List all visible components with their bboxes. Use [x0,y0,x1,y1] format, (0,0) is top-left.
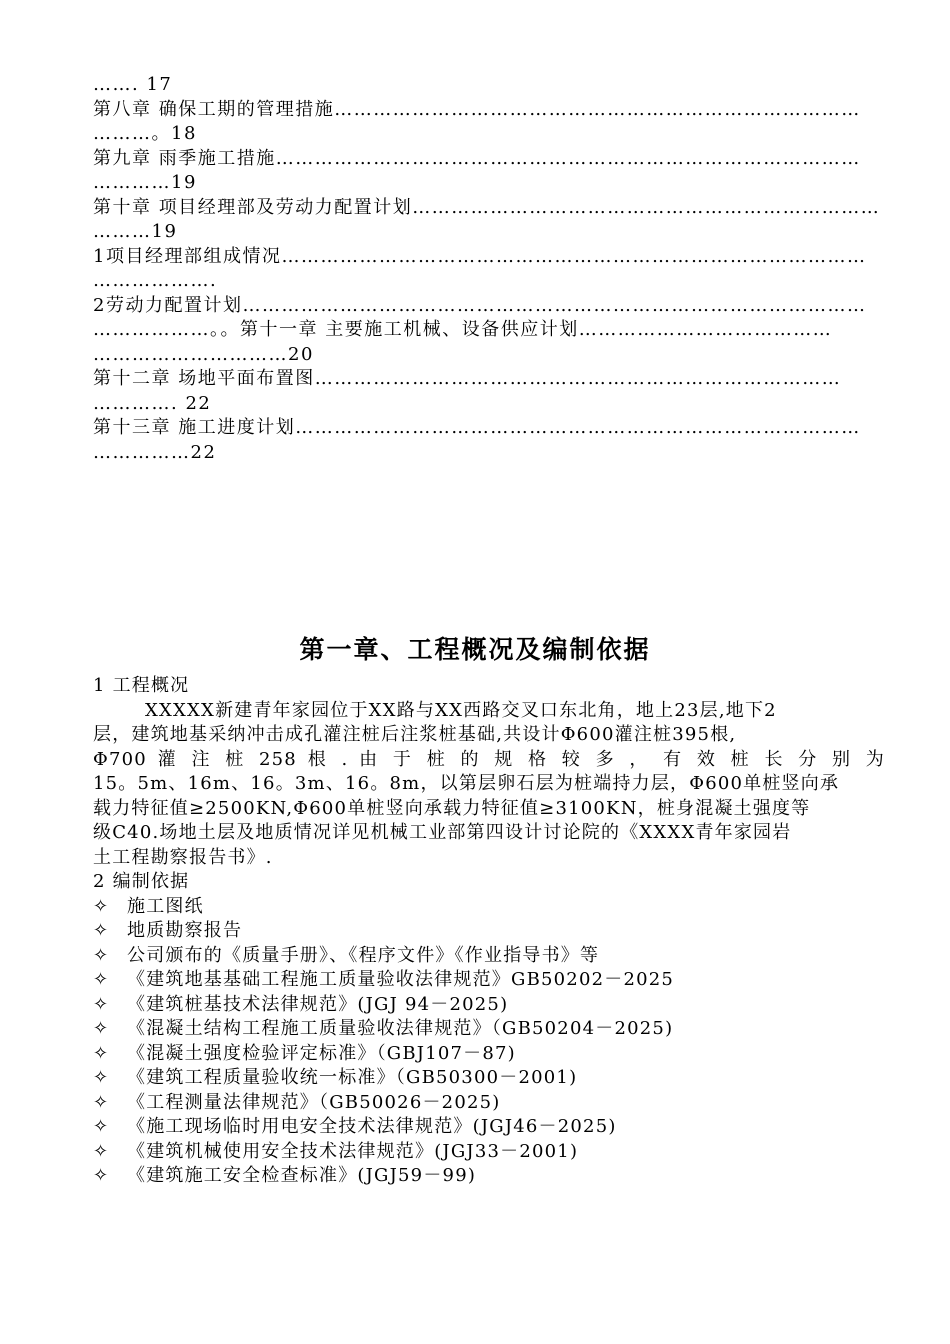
diamond-bullet-icon: ✧ [93,920,110,941]
list-item [93,944,885,969]
list-item [93,993,885,1018]
paragraph-line: Φ700 灌 注 桩 258 根 . 由 于 桩 的 规 格 较 多 ， 有 效 桩 长 分 别 为 [93,748,885,770]
list-item [93,1164,885,1189]
overview-paragraph [93,699,885,871]
list-item-text: 《施工现场临时用电安全技术法律规范》(JGJ46－2025) [127,1116,617,1137]
list-item-text: 《建筑工程质量验收统一标准》（GB50300－2001) [127,1067,578,1088]
diamond-bullet-icon: ✧ [93,1091,110,1113]
table-of-contents [93,73,883,465]
diamond-bullet-icon: ✧ [93,1042,110,1064]
toc-line: 1项目经理部组成情况……………………………………………………………………………… [93,245,867,267]
list-item [93,1017,885,1042]
basis-list [93,895,885,1189]
list-item-text: 《建筑机械使用安全技术法律规范》(JGJ33－2001) [127,1140,579,1162]
list-item-text: 《混凝土强度检验评定标准》（GBJ107－87) [127,1042,516,1064]
section-heading-overview: 1 工程概况 [93,675,190,696]
toc-line: 第八章 确保工期的管理措施……………………………………………………………………… [93,98,861,120]
list-item-text: 地质勘察报告 [127,920,243,941]
list-item-text: 《混凝土结构工程施工质量验收法律规范》（GB50204－2025) [127,1018,674,1039]
toc-line: …………………………20 [93,343,314,365]
list-item [93,968,885,993]
toc-line: ………19 [93,221,178,242]
toc-line: ………。18 [93,123,197,144]
chapter-title: 第一章、工程概况及编制依据 [299,635,651,664]
list-item-text: 公司颁布的《质量手册》、《程序文件》《作业指导书》等 [127,944,600,966]
list-item-text: 《建筑地基基础工程施工质量验收法律规范》GB50202－2025 [127,969,675,990]
chapter-body [93,674,885,1189]
diamond-bullet-icon: ✧ [93,1140,110,1162]
paragraph-line: 土工程勘察报告书》. [93,846,273,868]
toc-line: …………19 [93,172,197,193]
paragraph-line: 级C40.场地土层及地质情况详见机械工业部第四设计讨论院的《XXXX青年家园岩 [93,822,792,843]
diamond-bullet-icon: ✧ [93,1116,110,1137]
diamond-bullet-icon: ✧ [93,993,110,1015]
list-item-text: 《建筑施工安全检查标准》(JGJ59－99) [127,1165,477,1186]
diamond-bullet-icon: ✧ [93,1165,110,1186]
toc-line: ………………. [93,270,218,291]
list-item-text: 《建筑桩基技术法律规范》(JGJ 94－2025) [127,993,509,1015]
toc-line: 第十章 项目经理部及劳动力配置计划……………………………………………………………… [93,196,881,218]
list-item [93,895,885,920]
section-heading-basis: 2 编制依据 [93,871,190,892]
list-item [93,1066,885,1091]
paragraph-line: 载力特征值≥2500KN,Φ600单桩竖向承载力特征值≥3100KN，桩身混凝土强度等 [93,797,811,819]
diamond-bullet-icon: ✧ [93,1067,110,1088]
toc-line: ………………。。第十一章 主要施工机械、设备供应计划………………………………… [93,319,833,340]
list-item-text: 《工程测量法律规范》（GB50026－2025) [127,1091,501,1113]
list-item [93,919,885,944]
list-item [93,1091,885,1116]
paragraph-line: XXXXX新建青年家园位于XX路与XX西路交叉口东北角，地上23层,地下2 [145,699,777,721]
diamond-bullet-icon: ✧ [93,895,110,917]
diamond-bullet-icon: ✧ [93,1018,110,1039]
paragraph-line: 层，建筑地基采纳冲击成孔灌注桩后注浆桩基础,共设计Φ600灌注桩395根, [93,724,737,745]
toc-line: ……………22 [93,441,217,463]
diamond-bullet-icon: ✧ [93,944,110,966]
paragraph-line: 15。5m、16m、16。3m、16。8m，以第层卵石层为桩端持力层，Φ600单桩竖向承 [93,773,840,794]
toc-line: 2劳动力配置计划…………………………………………………………………………………… [93,294,867,316]
list-item [93,1140,885,1165]
list-item [93,1115,885,1140]
list-item [93,1042,885,1067]
toc-line: 第九章 雨季施工措施……………………………………………………………………………… [93,147,861,169]
toc-line: 第十三章 施工进度计划…………………………………………………………………………… [93,417,861,438]
toc-line: ……. 17 [93,74,173,95]
toc-line: …………. 22 [93,392,212,414]
diamond-bullet-icon: ✧ [93,969,110,990]
list-item-text: 施工图纸 [127,895,204,917]
toc-line: 第十二章 场地平面布置图……………………………………………………………………… [93,368,842,389]
